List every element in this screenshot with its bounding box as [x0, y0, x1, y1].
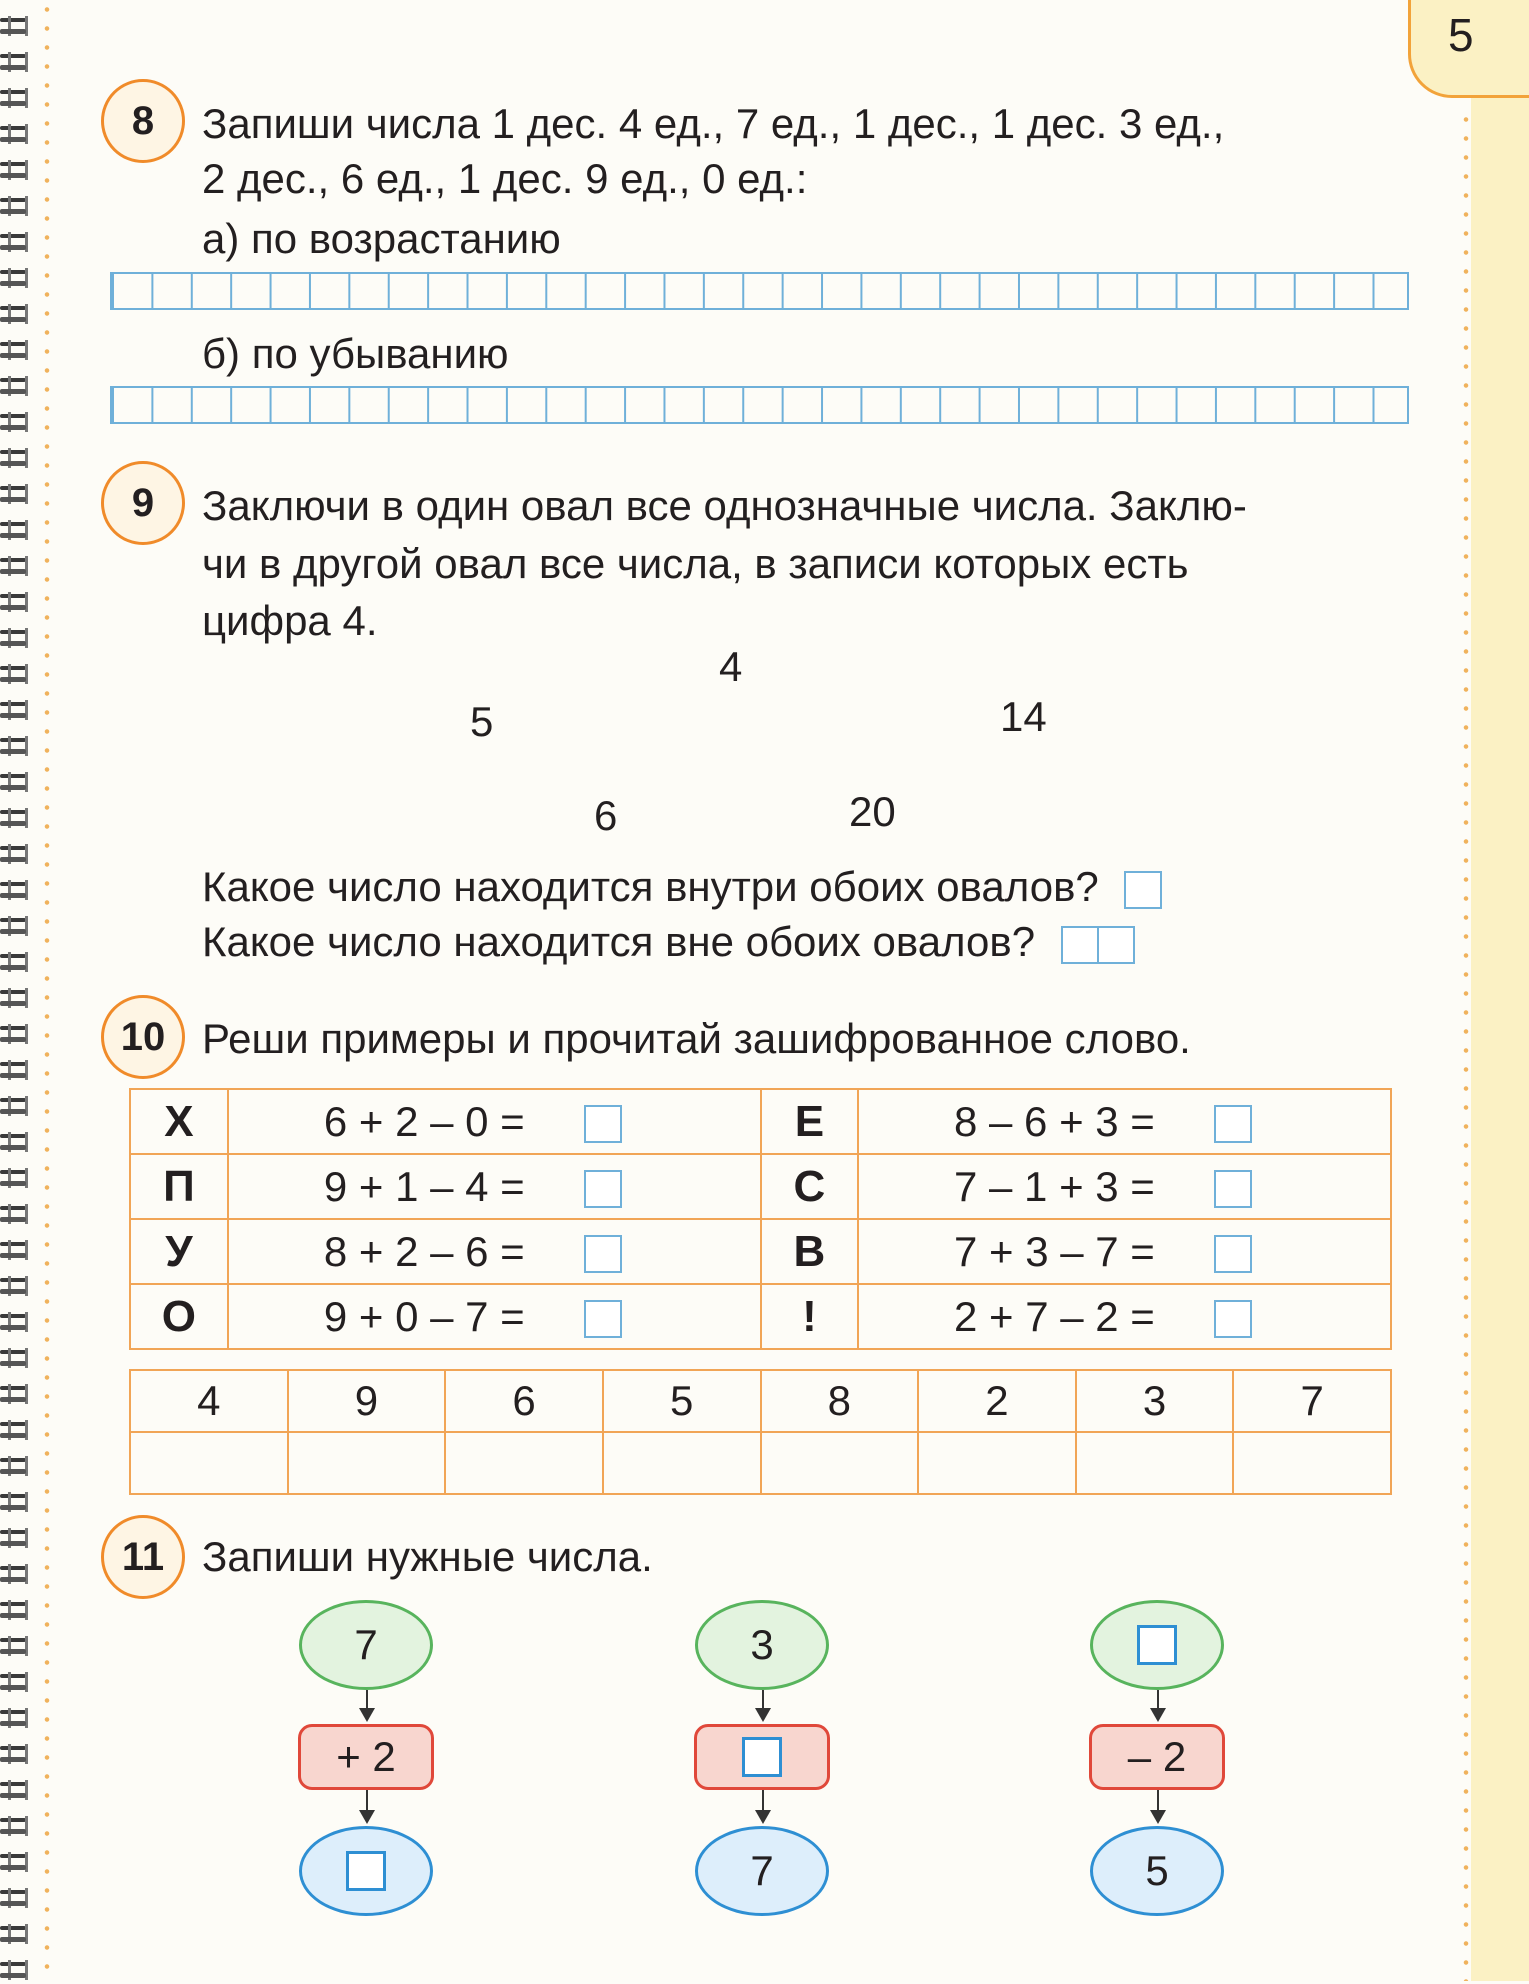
cipher-letter: У	[130, 1219, 228, 1284]
spiral-ring-icon	[0, 1814, 30, 1840]
spiral-ring-icon	[0, 914, 30, 940]
arrow-down-icon	[1157, 1790, 1159, 1822]
spiral-ring-icon	[0, 1526, 30, 1552]
spiral-ring-icon	[0, 230, 30, 256]
example-expression: 8 + 2 – 6 =	[323, 1227, 525, 1275]
spiral-ring-icon	[0, 1166, 30, 1192]
chain-1-result-box[interactable]	[346, 1851, 386, 1891]
spiral-ring-icon	[0, 1022, 30, 1048]
spiral-ring-icon	[0, 698, 30, 724]
scattered-number: 6	[594, 792, 618, 839]
table-row	[130, 1154, 1391, 1219]
spiral-ring-icon	[0, 986, 30, 1012]
letter-answer-cell[interactable]	[1076, 1432, 1234, 1494]
spiral-ring-icon	[0, 1202, 30, 1228]
letter-answer-cell[interactable]	[130, 1432, 288, 1494]
answer-box[interactable]	[584, 1170, 622, 1208]
code-number: 8	[761, 1370, 919, 1432]
task-10-title: Реши примеры и прочитай зашифрованное слово.	[202, 1015, 1191, 1062]
example-cell	[858, 1219, 1391, 1284]
spiral-ring-icon	[0, 734, 30, 760]
task-9-number: 9	[101, 461, 185, 545]
spiral-ring-icon	[0, 482, 30, 508]
spiral-ring-icon	[0, 338, 30, 364]
arrow-down-icon	[366, 1690, 368, 1720]
task-8-option-a: а) по возрастанию	[202, 215, 561, 262]
task-8-number: 8	[101, 79, 185, 163]
task-9-question-2	[202, 913, 1135, 970]
task-10-number: 10	[101, 995, 185, 1079]
arrow-down-icon	[1157, 1690, 1159, 1720]
spiral-ring-icon	[0, 1958, 30, 1984]
spiral-ring-icon	[0, 50, 30, 76]
spiral-ring-icon	[0, 842, 30, 868]
question-2-text: Какое число находится вне обоих овалов?	[202, 918, 1036, 965]
cipher-letter: !	[761, 1284, 858, 1349]
spiral-ring-icon	[0, 1634, 30, 1660]
letter-answer-cell[interactable]	[918, 1432, 1076, 1494]
example-cell	[228, 1219, 761, 1284]
chain-2-result: 7	[695, 1826, 829, 1916]
chain-2-start: 3	[695, 1600, 829, 1690]
task-9-line-2: чи в другой овал все числа, в записи которых есть	[202, 540, 1189, 587]
chain-1-result	[299, 1826, 433, 1916]
arrow-down-icon	[366, 1790, 368, 1822]
example-expression: 9 + 0 – 7 =	[323, 1292, 525, 1340]
chain-2-operation	[694, 1724, 830, 1790]
example-cell	[858, 1154, 1391, 1219]
task-8-option-b: б) по убыванию	[202, 330, 509, 377]
example-cell	[858, 1284, 1391, 1349]
spiral-ring-icon	[0, 1922, 30, 1948]
spiral-ring-icon	[0, 1742, 30, 1768]
answer-box[interactable]	[1214, 1170, 1252, 1208]
scattered-number: 5	[470, 698, 494, 745]
answer-grid-descending[interactable]	[110, 386, 1409, 424]
spiral-ring-icon	[0, 1418, 30, 1444]
letter-answer-cell[interactable]	[445, 1432, 603, 1494]
table-row	[130, 1284, 1391, 1349]
chain-3-start-box[interactable]	[1137, 1625, 1177, 1665]
task-8-line-2: 2 дес., 6 ед., 1 дес. 9 ед., 0 ед.:	[202, 155, 808, 202]
example-expression: 2 + 7 – 2 =	[953, 1292, 1155, 1340]
scattered-number: 14	[1000, 693, 1047, 740]
spiral-ring-icon	[0, 374, 30, 400]
spiral-ring-icon	[0, 266, 30, 292]
spiral-ring-icon	[0, 1886, 30, 1912]
decoded-letters-row	[130, 1432, 1391, 1494]
cipher-letter: Х	[130, 1089, 228, 1154]
code-number: 5	[603, 1370, 761, 1432]
chain-1-start: 7	[299, 1600, 433, 1690]
spiral-ring-icon	[0, 518, 30, 544]
spiral-ring-icon	[0, 1238, 30, 1264]
example-cell	[228, 1089, 761, 1154]
code-number: 7	[1233, 1370, 1391, 1432]
task-9-question-1	[202, 858, 1162, 915]
arrow-down-icon	[762, 1690, 764, 1720]
spiral-binding	[0, 0, 34, 1981]
answer-box[interactable]	[584, 1105, 622, 1143]
example-cell	[228, 1154, 761, 1219]
task-8-line-1: Запиши числа 1 дес. 4 ед., 7 ед., 1 дес., 1 дес. 3 ед.,	[202, 100, 1225, 147]
task-9-line-1: Заключи в один овал все однозначные числа. Заклю-	[202, 482, 1247, 529]
spiral-ring-icon	[0, 662, 30, 688]
spiral-ring-icon	[0, 1274, 30, 1300]
spiral-ring-icon	[0, 1562, 30, 1588]
spiral-ring-icon	[0, 410, 30, 436]
letter-answer-cell[interactable]	[1233, 1432, 1391, 1494]
spiral-ring-icon	[0, 446, 30, 472]
spiral-ring-icon	[0, 554, 30, 580]
code-number: 4	[130, 1370, 288, 1432]
chain-1-operation: + 2	[298, 1724, 434, 1790]
code-numbers-row	[130, 1370, 1391, 1432]
example-expression: 7 – 1 + 3 =	[953, 1162, 1155, 1210]
right-margin-strip	[1471, 0, 1529, 1981]
spiral-ring-icon	[0, 626, 30, 652]
scattered-number: 20	[849, 788, 896, 835]
cipher-letter: С	[761, 1154, 858, 1219]
spiral-ring-icon	[0, 302, 30, 328]
spiral-ring-icon	[0, 878, 30, 904]
spiral-ring-icon	[0, 1490, 30, 1516]
spiral-ring-icon	[0, 1058, 30, 1084]
spiral-ring-icon	[0, 1850, 30, 1876]
table-row	[130, 1219, 1391, 1284]
page-number: 5	[1448, 9, 1474, 61]
table-row	[130, 1089, 1391, 1154]
answer-box[interactable]	[584, 1300, 622, 1338]
spiral-ring-icon	[0, 1454, 30, 1480]
answer-box-inside[interactable]	[1124, 871, 1162, 909]
answer-box[interactable]	[1214, 1105, 1252, 1143]
letter-answer-cell[interactable]	[288, 1432, 446, 1494]
spiral-ring-icon	[0, 770, 30, 796]
chain-2-operation-box[interactable]	[742, 1737, 782, 1777]
scattered-number: 4	[719, 643, 743, 690]
answer-box-outside-units[interactable]	[1097, 926, 1135, 964]
example-cell	[228, 1284, 761, 1349]
cipher-letter: П	[130, 1154, 228, 1219]
answer-box-outside-tens[interactable]	[1061, 926, 1099, 964]
spiral-ring-icon	[0, 86, 30, 112]
answer-box[interactable]	[584, 1235, 622, 1273]
spiral-ring-icon	[0, 950, 30, 976]
example-expression: 8 – 6 + 3 =	[953, 1097, 1155, 1145]
example-cell	[858, 1089, 1391, 1154]
example-expression: 9 + 1 – 4 =	[323, 1162, 525, 1210]
spiral-ring-icon	[0, 1310, 30, 1336]
spiral-ring-icon	[0, 1778, 30, 1804]
decode-table	[129, 1369, 1392, 1495]
answer-box[interactable]	[1214, 1235, 1252, 1273]
spiral-ring-icon	[0, 1706, 30, 1732]
code-number: 9	[288, 1370, 446, 1432]
code-number: 2	[918, 1370, 1076, 1432]
letter-answer-cell[interactable]	[603, 1432, 761, 1494]
spiral-ring-icon	[0, 14, 30, 40]
spiral-ring-icon	[0, 122, 30, 148]
task-9-line-3: цифра 4.	[202, 597, 378, 644]
task-11-title: Запиши нужные числа.	[202, 1533, 653, 1580]
cipher-letter: Е	[761, 1089, 858, 1154]
arrow-down-icon	[762, 1790, 764, 1822]
spiral-ring-icon	[0, 1382, 30, 1408]
task-11-number: 11	[101, 1515, 185, 1599]
chain-3-result: 5	[1090, 1826, 1224, 1916]
answer-box[interactable]	[1214, 1300, 1252, 1338]
code-number: 3	[1076, 1370, 1234, 1432]
example-expression: 6 + 2 – 0 =	[323, 1097, 525, 1145]
left-dotted-border	[44, 0, 50, 1981]
code-number: 6	[445, 1370, 603, 1432]
spiral-ring-icon	[0, 1346, 30, 1372]
spiral-ring-icon	[0, 590, 30, 616]
spiral-ring-icon	[0, 1670, 30, 1696]
answer-grid-ascending[interactable]	[110, 272, 1409, 310]
chain-3-start	[1090, 1600, 1224, 1690]
cipher-examples-table	[129, 1088, 1392, 1350]
cipher-letter: В	[761, 1219, 858, 1284]
example-expression: 7 + 3 – 7 =	[953, 1227, 1155, 1275]
cipher-letter: О	[130, 1284, 228, 1349]
spiral-ring-icon	[0, 158, 30, 184]
chain-3-operation: – 2	[1089, 1724, 1225, 1790]
right-dotted-border	[1463, 110, 1469, 1981]
letter-answer-cell[interactable]	[761, 1432, 919, 1494]
spiral-ring-icon	[0, 1094, 30, 1120]
spiral-ring-icon	[0, 1130, 30, 1156]
spiral-ring-icon	[0, 1598, 30, 1624]
question-1-text: Какое число находится внутри обоих овалов?	[202, 863, 1099, 910]
spiral-ring-icon	[0, 194, 30, 220]
spiral-ring-icon	[0, 806, 30, 832]
